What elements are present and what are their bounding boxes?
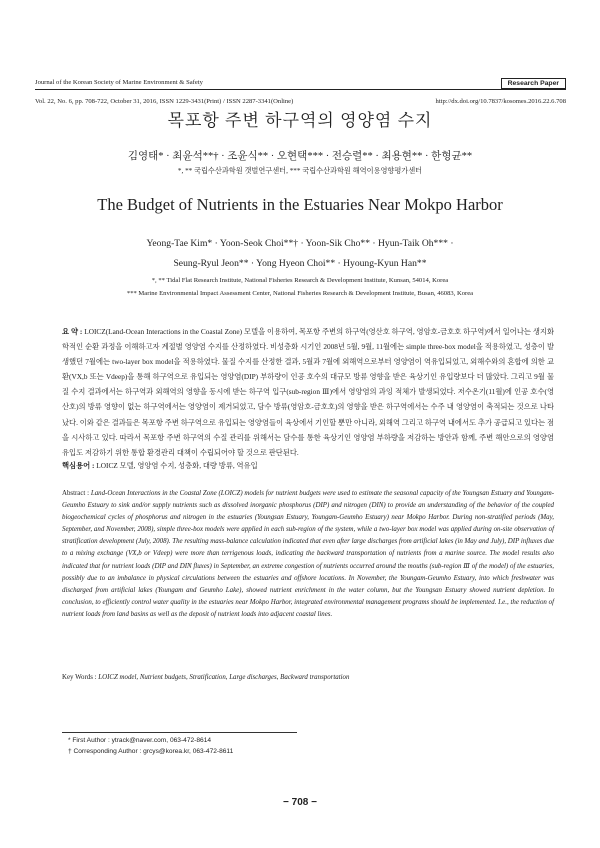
footnote-corresponding-author: † Corresponding Author : grcys@korea.kr, 063-472-8611 xyxy=(68,748,234,755)
english-keywords-text: LOICZ model, Nutrient budgets, Stratification, Large discharges, Backward transportation xyxy=(98,674,350,681)
english-abstract xyxy=(62,488,554,621)
volume-line: Vol. 22, No. 6, pp. 708-722, October 31, 2016, ISSN 1229-3431(Print) / ISSN 2287-3341(Online) xyxy=(35,98,294,105)
doi-link[interactable]: http://dx.doi.org/10.7837/kosomes.2016.22.6.708 xyxy=(435,98,566,105)
page-number: − 708 − xyxy=(283,797,317,808)
korean-keywords xyxy=(62,461,258,471)
english-affiliation-1: *, ** Tidal Flat Research Institute, National Fisheries Research & Development Institute, Kunsan, 54014, Korea xyxy=(151,277,449,284)
korean-abstract xyxy=(62,324,554,460)
footnote-first-author: * First Author : ytrack@naver.com, 063-472-8614 xyxy=(68,737,212,744)
korean-keywords-text: LOICZ 모델, 영양염 수지, 성층화, 대량 방류, 역유입 xyxy=(96,461,258,470)
korean-affiliation: *, ** 국립수산과학원 갯벌연구센터, *** 국립수산과학원 해역이용영향평가센터 xyxy=(177,167,423,175)
english-abstract-label: Abstract : xyxy=(62,490,90,497)
korean-title: 목포항 주변 하구역의 영양염 수지 xyxy=(167,111,433,130)
english-authors-line-1: Yeong-Tae Kim* · Yoon-Seok Choi**† · Yoon-Sik Cho** · Hyun-Taik Oh*** · xyxy=(146,238,454,249)
english-authors-line-2: Seung-Ryul Jeon** · Yong Hyeon Choi** · Hyoung-Kyun Han** xyxy=(173,258,427,269)
english-abstract-text: Land-Ocean Interactions in the Coastal Zone (LOICZ) models for nutrient budgets were used to estimate the seasonal capacity of the Youngsan Estuary and Youngam-Geumho Estuary to sink and/or supply nutrients such as dissolved inorganic phosphorus (DIP) and nitrogen (DIN) to provide an understanding of the behavior of the coupled biogeochemical cycles of phosphorus and nitrogen in the estuaries (Youngsan Estuary, Youngam-Geumho Estuary) near Mokpo Harbor. During non-stratified periods (May, September, and November, 2008), simple three-box models were applied in each sub-region of the system, while a two-layer box model was applied during on-site observation of stratification development (July, 2008). The resulting mass-balance calculation indicated that even after large discharges from artificial lakes (in May and July), DIP influxes due to a mixing exchange (VX,b or Vdeep) were more than terrigenous loads, indicating the backward transportation of nutrients from a marine source. The model results also indicated that for nutrient loads (DIP and DIN fluxes) in September, an extreme congestion of nutrients occurred around the mouths (sub-region Ⅲ of the model) of the estuaries, possibly due to an imbalance in physical circulations between the estuaries and offshore locations. In November, the Youngam-Geumho Estuary, into which freshwater was discharged from artificial lakes (Youngam and Geumho Lake), showed nutrient enrichment in the water column, but the Youngsan Estuary showed nutrient depletion. In conclusion, to efficiently control water quality in the estuaries near Mokpo Harbor, integrated environmental management programs should be implemented. I.e., the reduction of nutrient loads from land basins as well as the deposit of nutrient loads into adjacent coastal lines. xyxy=(62,490,554,618)
english-keywords xyxy=(62,674,349,681)
korean-keywords-label: 핵심용어 : xyxy=(62,461,95,470)
header-rule xyxy=(35,89,566,90)
english-title: The Budget of Nutrients in the Estuaries Near Mokpo Harbor xyxy=(97,195,503,214)
korean-authors: 김영태* · 최윤석**† · 조윤식** · 오현택*** · 전승렬** · 최용현** · 한형균** xyxy=(127,151,473,162)
footnote-rule xyxy=(62,732,297,733)
english-keywords-label: Key Words : xyxy=(62,674,97,681)
journal-name: Journal of the Korean Society of Marine Environment & Safety xyxy=(35,79,203,86)
korean-abstract-label: 요 약 : xyxy=(62,327,83,336)
korean-abstract-text: LOICZ(Land-Ocean Interactions in the Coastal Zone) 모델을 이용하여, 목포항 주변의 하구역(영산호 하구역, 영암호-금호호 하구역)에서 일어나는 생지화학적인 순환 과정을 이해하고자 계절별 영양염 수지를 산정하였다. 비성층화 시기인 2008년 5월, 9월, 11월에는 simple three-box model을 적용하였고, 성층이 발생했던 7월에는 two-layer box model을 적용하였다. 물질 수지를 산정한 결과, 5월과 7월에 외해역으로부터 영양염이 역유입되었고, 외해수와의 혼합에 의한 교환(VX,b 또는 Vdeep)을 통해 하구역으로 유입되는 영양염(DIP) 부하량이 인공 호수의 대규모 방류 영향을 받은 육상기인 유입량보다 더 많았다. 그리고 9월 물질 수지 결과에서는 하구역과 외해역의 영향을 동시에 받는 하구역 입구(sub-region Ⅲ)에서 영양염의 과잉 적체가 발생되었다. 저수온기(11월)에 인공 호수(영산호)의 방류 영향이 없는 하구역에서는 영양염이 제거되었고, 담수 방류(영암호-금호호)의 영향을 받은 하구역에서는 수주 내 영양염이 축적되는 것으로 나타났다. 이와 같은 결과들은 목포항 주변 하구역으로 유입되는 영양염들이 육상에서 기인할 뿐만 아니라, 외해역 그리고 하구역 내에서도 추가 공급되고 있다는 점을 시사하고 있다. 따라서 목포항 주변 하구역의 수질 관리를 위해서는 담수를 통한 육상기인 영양염 부하량을 저감하는 방안과 함께, 주변 해안으로의 영양염 유입도 저감하기 위한 통합 환경관리 대책이 수립되어야 할 것으로 판단된다. xyxy=(62,327,554,457)
article-type-badge: Research Paper xyxy=(501,78,566,89)
english-affiliation-2: *** Marine Environmental Impact Assessment Center, National Fisheries Research & Development Institute, Busan, 46083, Korea xyxy=(126,290,474,297)
